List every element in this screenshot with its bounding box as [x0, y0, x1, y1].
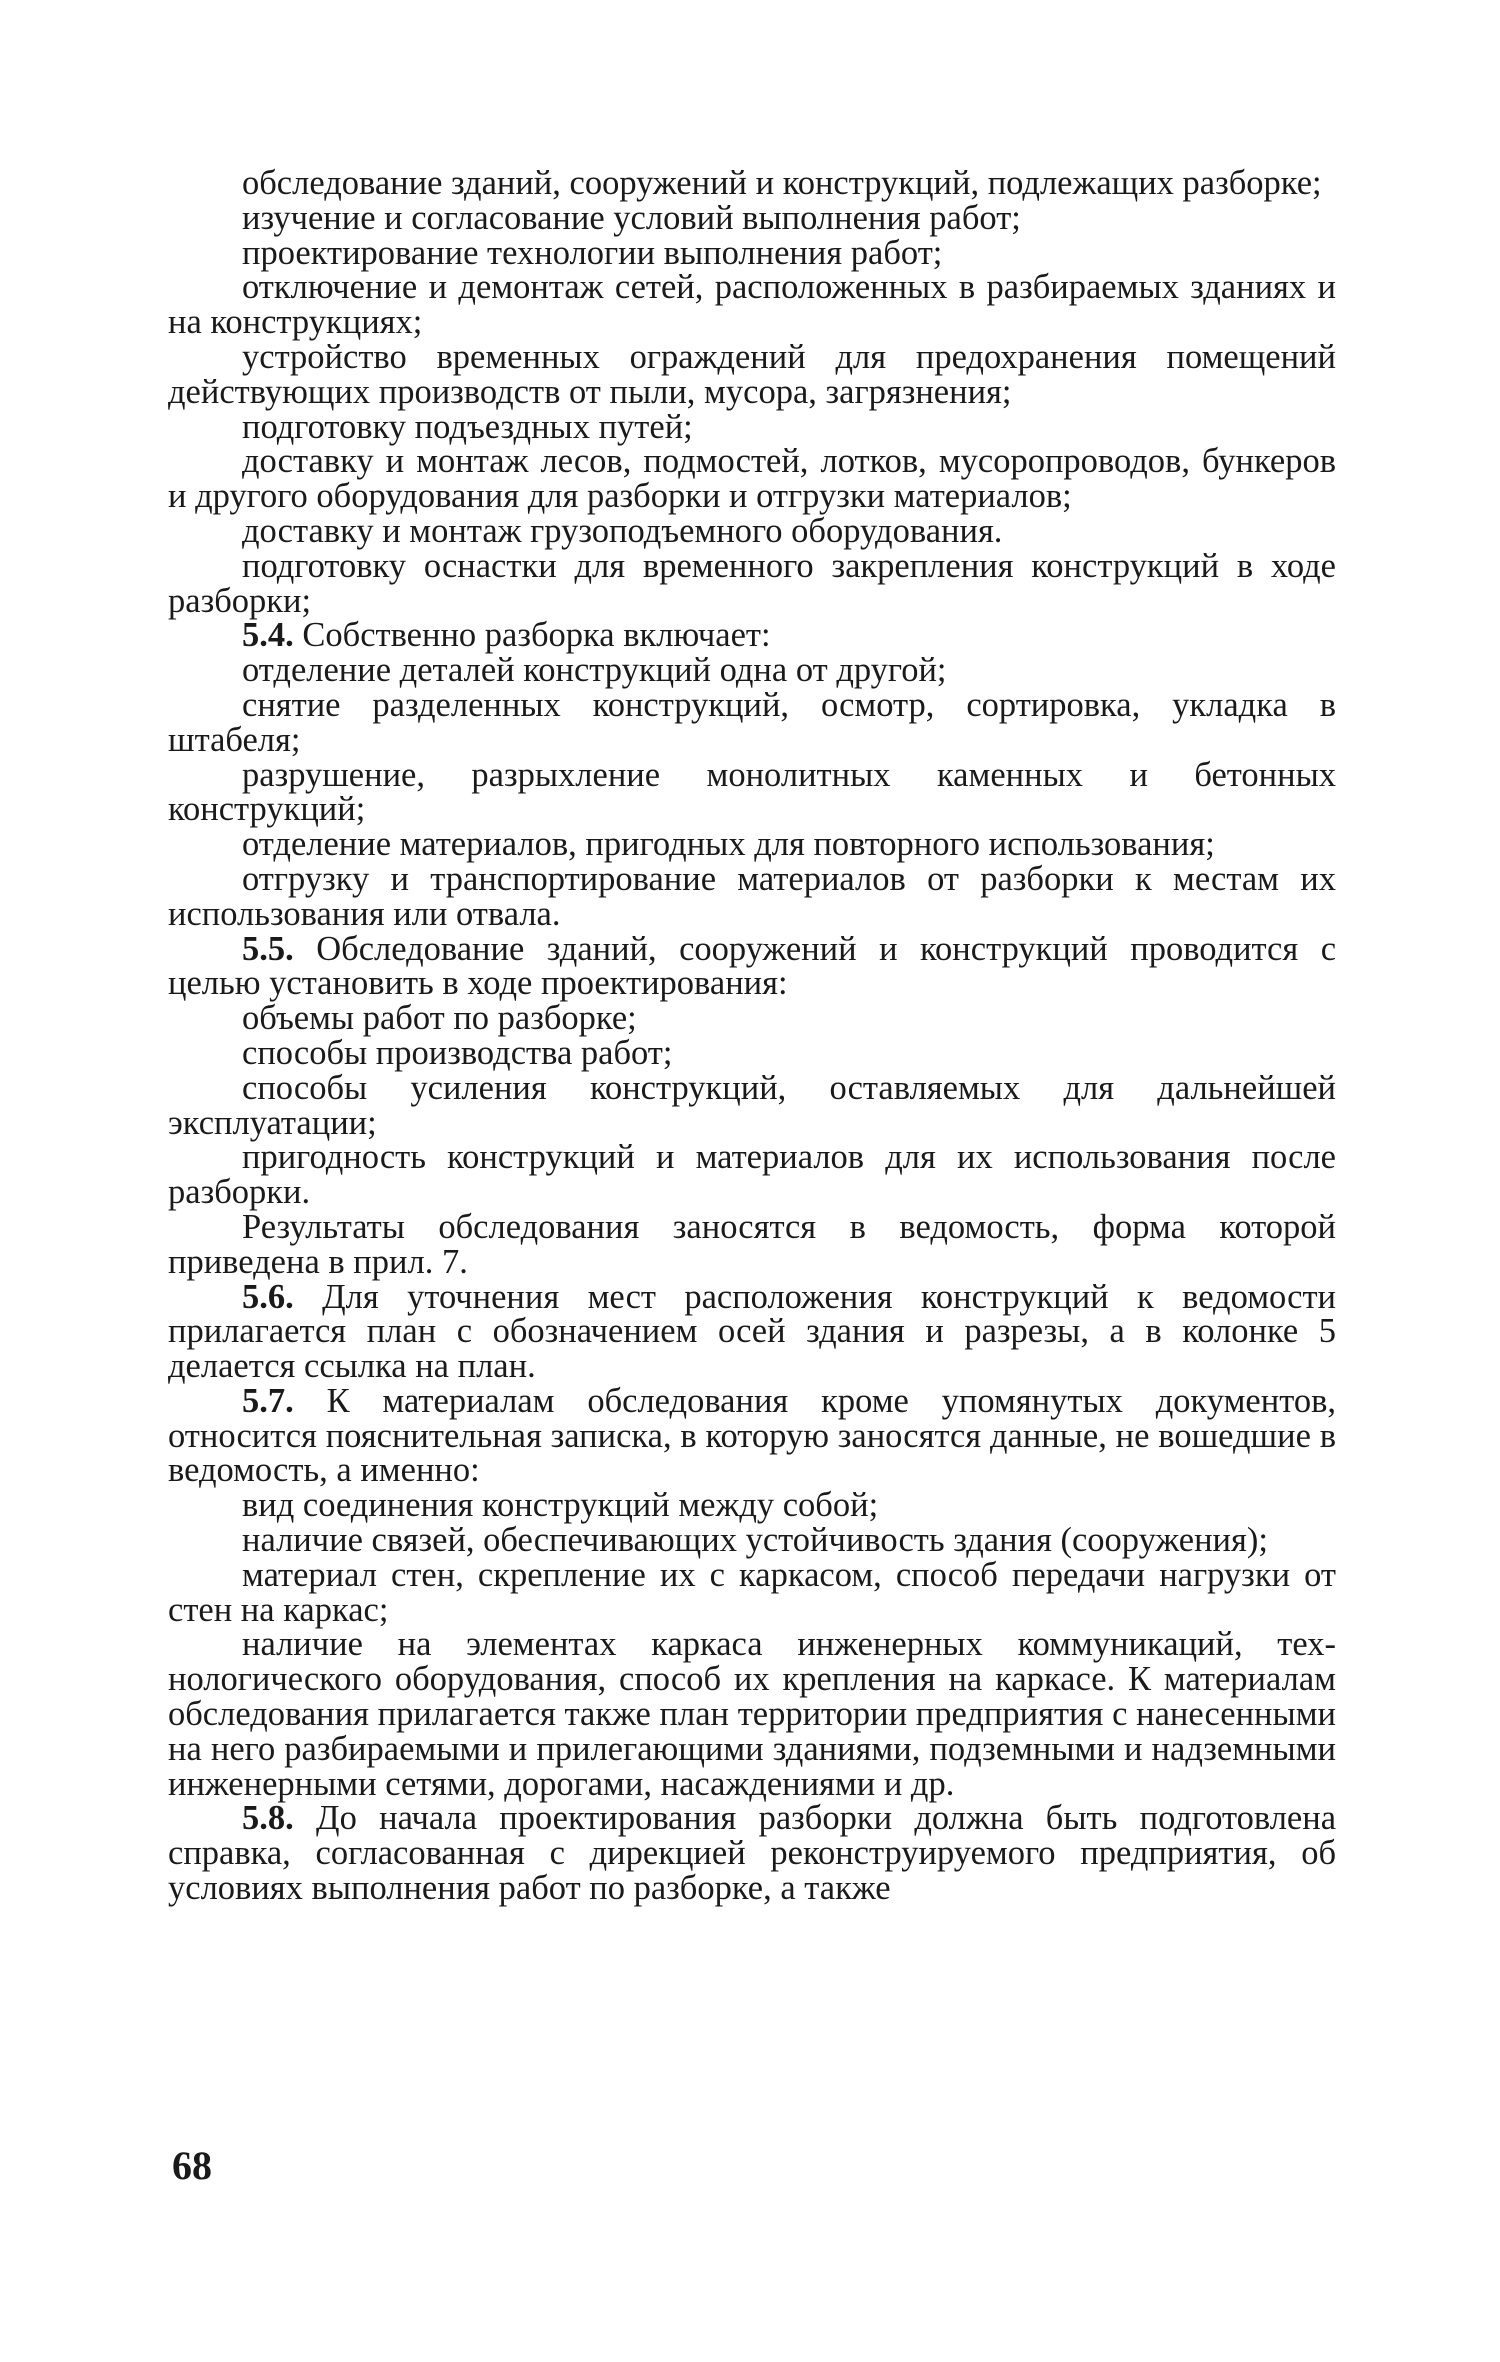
paragraph: разрушение, разрыхление монолитных каменных и бетонных конструкций;: [168, 755, 1336, 829]
paragraph: доставку и монтаж лесов, подмостей, лотков, мусоропроводов, бункеров и другого оборудования для разборки и отгрузки материалов;: [168, 442, 1336, 516]
paragraph: вид соединения конструкций между собой;: [242, 1486, 879, 1525]
section-paragraph: 5.6. Для уточнения мест расположения конструкций к ведомости прилагается план с обозначением осей здания и разрезы, а в колонке 5 делается ссылка на план.: [168, 1277, 1336, 1386]
section-number: 5.8.: [242, 1799, 294, 1838]
section-paragraph: 5.8. До начала проектирования разборки должна быть подготовлена справка, согласованная с дирекцией реконструируемого предприятия, об условиях выполнения работ по разборке, а также: [168, 1799, 1337, 1908]
paragraph: отгрузку и транспортирование материалов от разборки к местам их использования или отвала.: [168, 859, 1336, 933]
paragraph: устройство временных ограждений для предохранения помещений действующих производств от пыли, мусора, загрязнения;: [168, 337, 1336, 411]
paragraph: наличие связей, обеспечивающих устойчивость здания (сооружения);: [242, 1521, 1268, 1560]
paragraph: проектирование технологии выполнения работ;: [242, 233, 943, 272]
paragraph: отключение и демонтаж сетей, расположенных в разбираемых зданиях и на конструкциях;: [168, 268, 1336, 342]
paragraph: отделение материалов, пригодных для повторного использования;: [242, 825, 1215, 864]
page-number: 68: [172, 2143, 212, 2188]
section-paragraph: 5.5. Обследование зданий, сооружений и конструкций проводится с целью установить в ходе проектирования:: [168, 929, 1337, 1003]
section-paragraph: 5.4. Собственно разборка включает:: [242, 616, 771, 655]
section-number: 5.5.: [242, 929, 294, 968]
paragraph: Результаты обследования заносятся в ведомость, форма которой приведена в прил. 7.: [168, 1207, 1336, 1281]
page-body: [168, 166, 1336, 1906]
section-number: 5.7.: [242, 1381, 294, 1420]
section-number: 5.6.: [242, 1277, 294, 1316]
paragraph: способы производства работ;: [242, 1033, 673, 1072]
paragraph: снятие разделенных конструкций, осмотр, сортировка, укладка в штабеля;: [168, 685, 1336, 759]
paragraph: наличие на элементах каркаса инженерных коммуникаций, технологического оборудования, способ их крепления на каркасе. К материалам обследования прилагается также план территории предприятия с нанесенными на него разбираемыми и прилегающими зданиями, подземными и надземными инженерными сетями, дорогами, насаждениями и др.: [168, 1625, 1336, 1803]
paragraph: доставку и монтаж грузоподъемного оборудования.: [242, 511, 1003, 550]
paragraph: обследование зданий, сооружений и конструкций, подлежащих разборке;: [242, 164, 1322, 202]
paragraph: объемы работ по разборке;: [242, 999, 637, 1038]
section-paragraph: 5.7. К материалам обследования кроме упомянутых документов, относится пояснительная записка, в которую заносятся данные, не вошедшие в ведомость, а именно:: [168, 1381, 1336, 1490]
paragraph: отделение деталей конструкций одна от другой;: [242, 651, 947, 690]
paragraph: способы усиления конструкций, оставляемых для дальнейшей эксплуатации;: [168, 1068, 1336, 1142]
paragraph: подготовку оснастки для временного закрепления конструкций в ходе разборки;: [168, 546, 1336, 620]
paragraph: материал стен, скрепление их с каркасом, способ передачи нагрузки от стен на каркас;: [168, 1555, 1336, 1629]
paragraph: пригодность конструкций и материалов для их использования после разборки.: [168, 1138, 1336, 1212]
paragraph: подготовку подъездных путей;: [242, 407, 693, 446]
section-number: 5.4.: [242, 616, 294, 655]
paragraph: изучение и согласование условий выполнения работ;: [242, 198, 1021, 237]
